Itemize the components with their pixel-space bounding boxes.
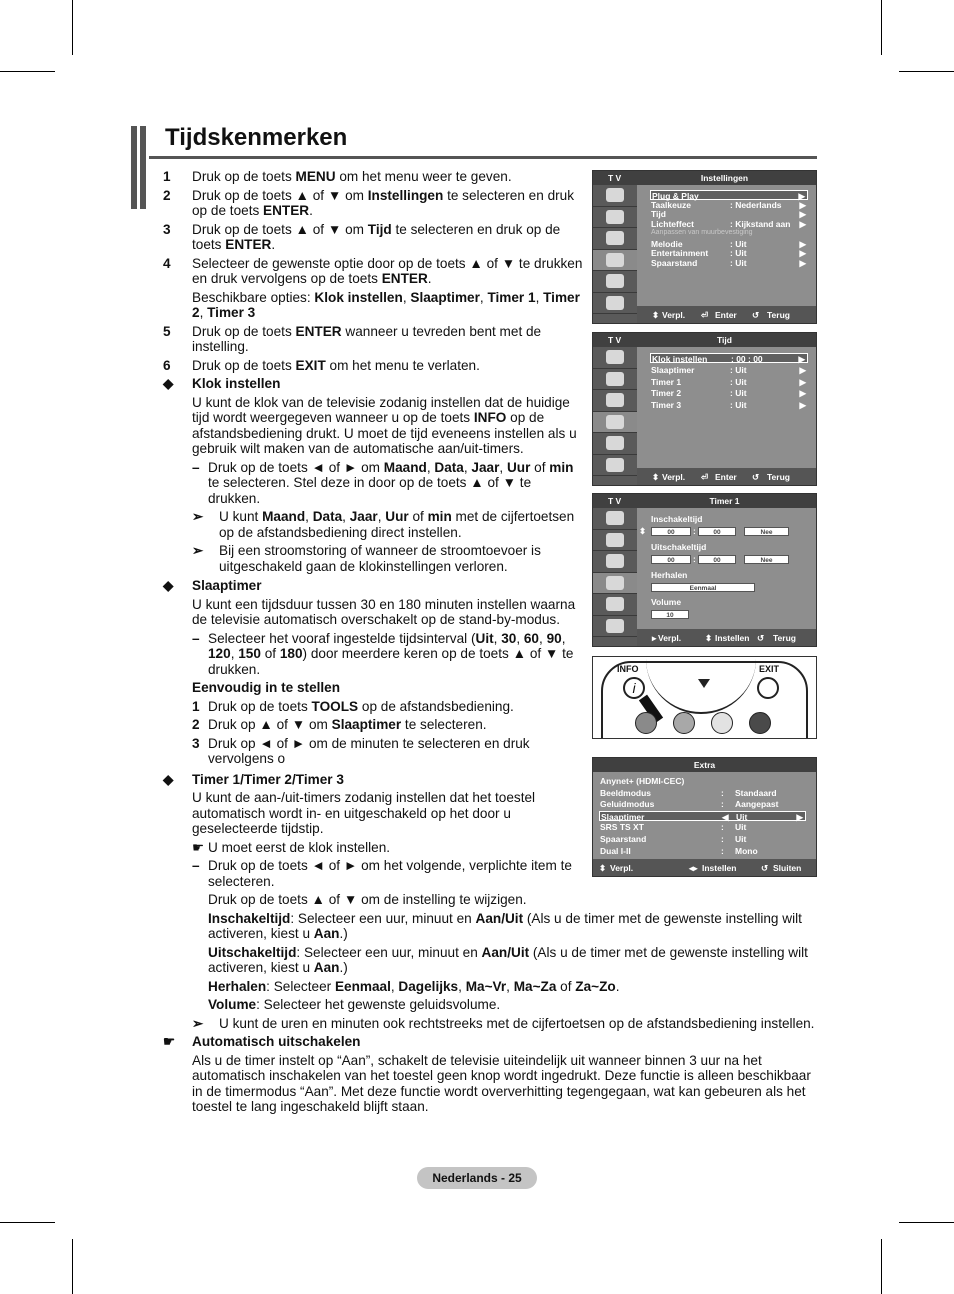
crop-mark bbox=[881, 1239, 882, 1294]
paragraph: Als u de timer instelt op “Aan”, schakelt de televisie uiteindelijk uit wanneer binnen 3 uur na het automatisch inschakelen van het toestel geen knop wordt ingedrukt. Deze functie is alleen beschikbaar in de timermodus “Aan”. Met deze functie wordt oververhitting tegengegaan, wat kan gebeuren als het toestel te lang ingeschakeld blijft staan. bbox=[192, 1052, 811, 1114]
list-item: 6 Druk op de toets EXIT om het menu te verlaten. bbox=[163, 357, 480, 373]
off-status-field[interactable]: Nee bbox=[744, 555, 789, 564]
menu-item[interactable]: Geluidmodus : Aangepast bbox=[600, 799, 779, 810]
list-item: 2 Druk op ▲ of ▼ om Slaaptimer te selecteren. bbox=[192, 717, 487, 732]
arrow-note-icon: ➢ bbox=[192, 543, 204, 558]
menu-item[interactable]: Slaaptimer ◀ Uit ▶ bbox=[599, 811, 806, 821]
menu-title: Extra bbox=[693, 760, 716, 770]
crop-mark bbox=[0, 71, 55, 72]
paragraph: U kunt de klok van de televisie zodanig instellen dat de huidige tijd wordt weergegeven wanneer u op de toets INFO op de afstandsbediening drukt. U moet de tijd eveneens instellen als u gebruik wilt maken van de automatische aan/uit-timers. bbox=[192, 394, 577, 456]
list-item: 4 Selecteer de gewenste optie door op de toets ▲ of ▼ te drukken en druk vervolgens op de toets ENTER. bbox=[163, 255, 583, 286]
section-heading: Klok instellen bbox=[192, 376, 281, 391]
green-button[interactable] bbox=[673, 712, 695, 734]
arrow-note-icon: ➢ bbox=[192, 1015, 204, 1031]
menu-item[interactable]: Slaaptimer : Uit ▶ bbox=[651, 364, 806, 375]
volume-field[interactable]: 10 bbox=[651, 610, 689, 619]
enter-icon: ⏎ bbox=[701, 310, 709, 320]
menu-item[interactable]: Timer 3 : Uit ▶ bbox=[651, 400, 806, 411]
crop-mark bbox=[899, 1222, 954, 1223]
paragraph: Druk op de toets ▲ of ▼ om de instelling te wijzigen. bbox=[208, 892, 527, 907]
arrow-note-icon: ➢ bbox=[192, 509, 204, 524]
steps-list bbox=[163, 169, 587, 373]
menu-category-icon[interactable] bbox=[593, 573, 637, 595]
menu-icon-column bbox=[593, 508, 637, 646]
list-item: 3 Druk op de toets ▲ of ▼ om Tijd te selecteren en druk op de toets ENTER. bbox=[163, 221, 561, 252]
off-hour-field[interactable]: 00 bbox=[651, 555, 691, 564]
crop-mark bbox=[72, 1239, 73, 1294]
exit-button[interactable] bbox=[757, 677, 779, 699]
hand-pointer-icon: ☛ bbox=[192, 839, 208, 855]
menu-rows bbox=[593, 772, 816, 859]
tv-menu-timer1: T V Timer 1 Inschakeltijd ⬍ 00 : 00 Nee Uitschakeltijd 00 : 00 Nee Herhalen Eenmaal Volume 10 ▸ Verpl. ⬍ Instellen ↺ Terug bbox=[592, 493, 817, 647]
leftright-icon: ◂▸ bbox=[689, 863, 698, 873]
dash-item: – Druk op de toets ◄ of ► om Maand, Data, Jaar, Uur of min te selecteren. Stel deze in door op de toets ▲ of ▼ te drukken. bbox=[192, 459, 574, 506]
menu-category-icon[interactable] bbox=[593, 271, 637, 293]
yellow-button[interactable] bbox=[711, 712, 733, 734]
info-button[interactable]: i bbox=[623, 677, 645, 699]
menu-category-icon[interactable] bbox=[593, 390, 637, 412]
menu-category-icon[interactable] bbox=[593, 616, 637, 638]
note-item: ➢ U kunt Maand, Data, Jaar, Uur of min met de cijfertoetsen op de afstandsbediening direct instellen. bbox=[192, 509, 575, 540]
menu-item[interactable]: Timer 1 : Uit ▶ bbox=[651, 376, 806, 387]
section-heading: Timer 1/Timer 2/Timer 3 bbox=[192, 771, 344, 787]
paragraph: Inschakeltijd: Selecteer een uur, minuut en Aan/Uit (Als u de timer met de gewenste instelling wilt activeren, kiest u Aan.) bbox=[208, 910, 802, 941]
menu-item[interactable]: Aanpassen van muurbevestiging bbox=[651, 228, 753, 236]
section-klok bbox=[163, 376, 587, 392]
tv-menu-instellingen: T V Instellingen Plug & Play ▶ Taalkeuze : Nederlands ▶ Tijd ▶ Lichteffect : Kijkstand aan ▶ Aanpassen van muurbevestiging Melodie : Uit ▶ Entertainment : Uit ▶ Spaarstand : Uit ▶ ⬍ Verpl. ⏎ Enter ↺ Terug bbox=[592, 170, 817, 324]
menu-title: Tijd bbox=[717, 335, 732, 345]
menu-category-icon[interactable] bbox=[593, 207, 637, 229]
side-bar bbox=[140, 126, 146, 209]
menu-item[interactable]: Lichteffect : Kijkstand aan ▶ bbox=[651, 219, 806, 230]
updown-icon: ⬍ bbox=[599, 863, 607, 873]
bullet-diamond: ◆ bbox=[163, 376, 174, 391]
exit-label: EXIT bbox=[759, 664, 780, 674]
menu-category-icon[interactable] bbox=[593, 433, 637, 455]
on-minute-field[interactable]: 00 bbox=[698, 527, 736, 536]
menu-category-icon[interactable] bbox=[593, 551, 637, 573]
menu-category-icon[interactable] bbox=[593, 293, 637, 315]
bullet-diamond: ◆ bbox=[163, 771, 174, 787]
menu-category-icon[interactable] bbox=[593, 185, 637, 207]
section-heading: Slaaptimer bbox=[192, 578, 262, 593]
section-auto bbox=[163, 1034, 587, 1050]
menu-rows bbox=[637, 185, 816, 306]
menu-category-icon[interactable] bbox=[593, 508, 637, 530]
menu-footer: ⬍ Verpl. ⏎ Enter ↺ Terug bbox=[637, 306, 816, 323]
menu-title: Timer 1 bbox=[709, 496, 740, 506]
menu-category-icon[interactable] bbox=[593, 412, 637, 434]
remote-illustration bbox=[592, 656, 817, 739]
bullet-diamond: ◆ bbox=[163, 578, 174, 593]
return-icon: ↺ bbox=[752, 472, 760, 482]
menu-footer: ⬍ Verpl. ⏎ Enter ↺ Terug bbox=[637, 468, 816, 485]
menu-footer: ⬍ Verpl. ◂▸ Instellen ↺ Sluiten bbox=[593, 859, 816, 876]
paragraph: Herhalen: Selecteer Eenmaal, Dagelijks, Ma~Vr, Ma~Za of Za~Zo. bbox=[208, 978, 620, 994]
updown-icon: ⬍ bbox=[652, 472, 660, 482]
enter-icon: ⏎ bbox=[701, 472, 709, 482]
repeat-field[interactable]: Eenmaal bbox=[651, 583, 755, 592]
note-item: ➢ Bij een stroomstoring of wanneer de stroomtoevoer is uitgeschakeld gaan de klokinstellingen verloren. bbox=[192, 543, 541, 574]
menu-item[interactable]: Tijd ▶ bbox=[651, 209, 806, 220]
menu-footer: ▸ Verpl. ⬍ Instellen ↺ Terug bbox=[637, 629, 816, 646]
menu-category-icon[interactable] bbox=[593, 347, 637, 369]
menu-icon-column bbox=[593, 185, 637, 323]
menu-rows bbox=[637, 347, 816, 468]
paragraph: U kunt een tijdsduur tussen 30 en 180 minuten instellen waarna de televisie automatisch overschakelt op de stand-by-modus. bbox=[192, 596, 576, 627]
menu-title: Instellingen bbox=[700, 173, 749, 183]
return-icon: ↺ bbox=[757, 633, 765, 643]
page-title: Tijdskenmerken bbox=[165, 124, 348, 151]
section-slaap bbox=[163, 578, 587, 594]
return-icon: ↺ bbox=[761, 863, 769, 873]
dash-item: – Selecteer het vooraf ingestelde tijdsinterval (Uit, 30, 60, 90, 120, 150 of 180) door meerdere keren op de toets ▲ of ▼ te drukken. bbox=[192, 630, 574, 677]
list-item: 3 Druk op ◄ of ► om de minuten te selecteren en druk vervolgens o bbox=[192, 735, 530, 766]
red-button[interactable] bbox=[635, 712, 657, 734]
menu-item[interactable]: Spaarstand : Uit bbox=[600, 834, 747, 844]
menu-item[interactable]: Timer 2 : Uit ▶ bbox=[651, 388, 806, 399]
menu-item[interactable]: Dual I-II : Mono bbox=[600, 845, 758, 856]
right-arrow-icon: ▸ bbox=[652, 633, 657, 643]
list-item: 1 Druk op de toets TOOLS op de afstandsbediening. bbox=[192, 698, 514, 714]
menu-category-icon[interactable] bbox=[593, 530, 637, 552]
tv-menu-extra bbox=[592, 757, 817, 877]
menu-icon-column bbox=[593, 347, 637, 485]
hand-note: ☛ U moet eerst de klok instellen. bbox=[192, 839, 391, 855]
return-icon: ↺ bbox=[752, 310, 760, 320]
menu-item[interactable]: Plug & Play ▶ bbox=[650, 190, 808, 200]
menu-category-icon[interactable] bbox=[593, 369, 637, 391]
paragraph: Uitschakeltijd: Selecteer een uur, minuut en Aan/Uit (Als u de timer met de gewenste instelling wilt activeren, kiest u Aan.) bbox=[208, 944, 808, 975]
menu-item[interactable]: Beeldmodus : Standaard bbox=[600, 787, 777, 798]
menu-item[interactable]: SRS TS XT : Uit bbox=[600, 822, 747, 833]
menu-category-icon[interactable] bbox=[593, 594, 637, 616]
menu-category-icon[interactable] bbox=[593, 228, 637, 250]
list-item: 5 Druk op de toets ENTER wanneer u tevreden bent met de instelling. bbox=[163, 323, 542, 354]
hand-pointer-icon: ☛ bbox=[163, 1034, 176, 1049]
menu-item[interactable]: Spaarstand : Uit ▶ bbox=[651, 257, 806, 268]
menu-category-icon[interactable] bbox=[593, 455, 637, 477]
section-heading: Automatisch uitschakelen bbox=[192, 1034, 361, 1049]
list-item: 2 Druk op de toets ▲ of ▼ om Instellingen te selecteren en druk op de toets ENTER. bbox=[163, 187, 575, 218]
menu-item[interactable]: Anynet+ (HDMI-CEC) bbox=[600, 776, 685, 786]
menu-category-icon[interactable] bbox=[593, 250, 637, 272]
side-bar bbox=[131, 126, 137, 209]
subheading: Eenvoudig in te stellen bbox=[192, 680, 341, 695]
paragraph: Volume: Selecteer het gewenste geluidsvolume. bbox=[208, 997, 501, 1012]
menu-item[interactable]: Taalkeuze : Nederlands ▶ bbox=[651, 199, 806, 210]
menu-item[interactable]: Klok instellen : 00 : 00 ▶ bbox=[650, 353, 808, 363]
updown-icon: ⬍ bbox=[705, 633, 713, 643]
paragraph: U kunt de aan-/uit-timers zodanig instellen dat het toestel automatisch wordt in- en uitgeschakeld op het door u geselecteerde tijdstip. bbox=[192, 790, 536, 836]
note-item: ➢ U kunt de uren en minuten ook rechtstreeks met de cijfertoetsen op de afstandsbediening instellen. bbox=[192, 1015, 815, 1031]
tv-menu-tijd: T V Tijd Klok instellen : 00 : 00 ▶ Slaaptimer : Uit ▶ Timer 1 : Uit ▶ Timer 2 : Uit ▶ Timer 3 : Uit ▶ ⬍ Verpl. ⏎ Enter ↺ Terug bbox=[592, 332, 817, 486]
crop-mark bbox=[72, 0, 73, 55]
timer-settings: Inschakeltijd ⬍ 00 : 00 Nee Uitschakeltijd 00 : 00 Nee Herhalen Eenmaal Volume 10 bbox=[637, 508, 816, 629]
crop-mark bbox=[899, 71, 954, 72]
on-status-field[interactable]: Nee bbox=[744, 527, 789, 536]
crop-mark bbox=[881, 0, 882, 55]
updown-icon: ⬍ bbox=[652, 310, 660, 320]
list-item: 1 Druk op de toets MENU om het menu weer te geven. bbox=[163, 169, 512, 184]
section-timer bbox=[163, 772, 587, 788]
crop-mark bbox=[0, 1222, 55, 1223]
info-label: INFO bbox=[617, 664, 639, 674]
list-item: Beschikbare opties: Klok instellen, Slaaptimer, Timer 1, Timer 2, Timer 3 bbox=[192, 289, 580, 320]
on-hour-field[interactable]: 00 bbox=[651, 527, 691, 536]
menu-item[interactable]: Melodie : Uit ▶ bbox=[651, 238, 806, 249]
easy-steps bbox=[163, 699, 587, 767]
page-number: Nederlands - 25 bbox=[417, 1167, 537, 1189]
dash-item: – Druk op de toets ◄ of ► om het volgende, verplichte item te selecteren. bbox=[192, 858, 572, 889]
updown-icon: ⬍ bbox=[639, 526, 647, 536]
title-rule bbox=[149, 156, 817, 159]
menu-item[interactable]: Entertainment : Uit ▶ bbox=[651, 248, 806, 259]
off-minute-field[interactable]: 00 bbox=[698, 555, 736, 564]
blue-button[interactable] bbox=[749, 712, 771, 734]
down-arrow-icon bbox=[698, 679, 710, 688]
